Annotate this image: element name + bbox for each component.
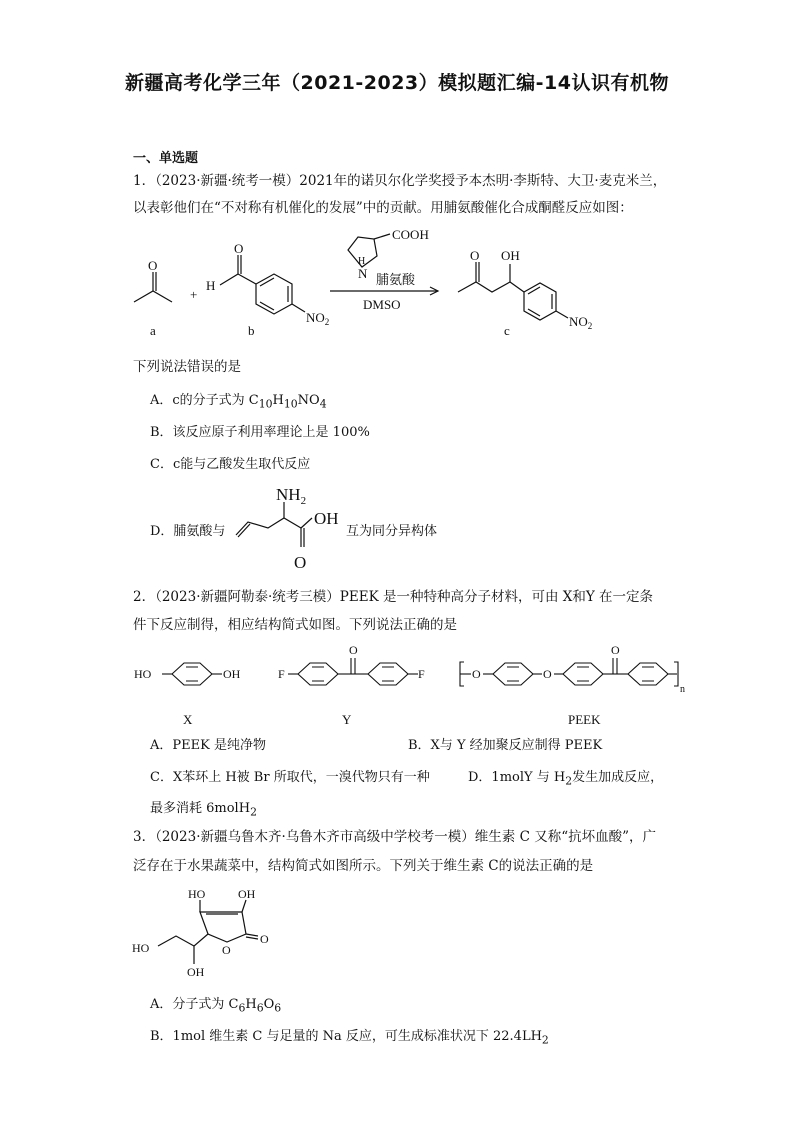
proline-n: N [358, 266, 368, 281]
x-ho: HO [134, 667, 152, 681]
label-peek: PEEK [568, 712, 601, 727]
q1-line2: 以表彰他们在“不对称有机催化的发展”中的贡献。用脯氨酸催化合成酮醛反应如图： [133, 200, 633, 216]
q1-option-c: C．c能与乙酸发生取代反应 [150, 457, 311, 472]
b-hydrogen: H [206, 278, 216, 293]
q3-line2: 泛存在于水果蔬菜中，结构简式如图所示。下列关于维生素 C的说法正确的是 [133, 858, 594, 874]
c-no2: $NO_2$ [569, 314, 593, 331]
q1-reaction-scheme [120, 222, 620, 347]
q1-option-a: A．c的分子式为 $C_{10}H_{10}NO_4$ [150, 393, 327, 411]
solvent-name: DMSO [363, 297, 401, 312]
nh2-group: $NH_2$ [276, 485, 307, 507]
q2-line2: 件下反应制得，相应结构简式如图。下列说法正确的是 [133, 617, 457, 633]
vc-carbonyl-o: O [260, 932, 269, 946]
c-oh: OH [501, 248, 520, 263]
carbonyl-o: O [294, 553, 307, 572]
label-a: a [150, 323, 156, 338]
section-heading: 一、单选题 [133, 151, 199, 166]
page-title: 新疆高考化学三年（2021-2023）模拟题汇编-14认识有机物 [125, 72, 669, 94]
plus-sign: + [190, 287, 198, 302]
label-b: b [248, 323, 255, 338]
a-oxygen: O [148, 258, 158, 273]
vc-ho-left: HO [132, 941, 150, 955]
label-x: X [183, 712, 193, 727]
y-carbonyl-o: O [349, 643, 358, 657]
q1-stem: 下列说法错误的是 [133, 359, 241, 375]
vc-oh-top: OH [238, 887, 256, 901]
q2-option-d-cont: 最多消耗 6molH$_2$ [150, 801, 257, 819]
y-f-left: F [278, 667, 285, 681]
label-y: Y [342, 712, 352, 727]
q2-option-b: B．X与 Y 经加聚反应制得 PEEK [408, 738, 603, 753]
vc-ho-top: HO [188, 887, 206, 901]
q1-line1: 1．（2023·新疆·统考一模）2021年的诺贝尔化学奖授予本杰明·李斯特、大卫·麦克米兰， [133, 173, 667, 189]
label-c: c [504, 323, 510, 338]
q2-line1: 2．（2023·新疆阿勒泰·统考三模）PEEK 是一种特种高分子材料，可由 X和Y 在一定条 [133, 589, 654, 605]
q2-structures [128, 640, 688, 732]
y-f-right: F [418, 667, 425, 681]
catalyst-name: 脯氨酸 [376, 272, 416, 287]
q1-option-d-suffix: 互为同分异构体 [346, 524, 438, 539]
q1-option-d-structure [226, 480, 346, 575]
peek-o3: O [611, 643, 620, 657]
q3-option-a: A．分子式为 $C_6H_6O_6$ [150, 997, 282, 1015]
q2-option-c: C．X苯环上 H被 Br 所取代，一溴代物只有一种 [150, 770, 430, 785]
proline-cooh: COOH [392, 227, 429, 242]
q3-vitamin-c-structure [128, 884, 288, 984]
x-oh: OH [223, 667, 241, 681]
b-oxygen: O [234, 241, 244, 256]
q3-option-b: B．1mol 维生素 C 与足量的 Na 反应，可生成标准状况下 $22.4LH_2$ [150, 1029, 549, 1047]
proline-h: H [358, 256, 366, 267]
q3-line1: 3．（2023·新疆乌鲁木齐·乌鲁木齐市高级中学校考一模）维生素 C 又称“抗坏血酸”，广 [133, 829, 656, 845]
q1-option-d-prefix: D．脯氨酸与 [150, 524, 226, 539]
vc-ring-o: O [222, 943, 231, 957]
peek-o1: O [472, 667, 481, 681]
vc-oh-bottom: OH [187, 965, 205, 979]
b-no2: $NO_2$ [306, 310, 330, 327]
peek-o2: O [543, 667, 552, 681]
q2-option-d: D．1molY 与 $H_2$发生加成反应， [468, 770, 664, 788]
q2-option-a: A．PEEK 是纯净物 [150, 738, 266, 753]
peek-n: n [680, 684, 685, 695]
q1-option-b: B．该反应原子利用率理论上是 100% [150, 425, 370, 440]
oh-group: OH [314, 509, 339, 528]
c-oxygen: O [470, 248, 480, 263]
